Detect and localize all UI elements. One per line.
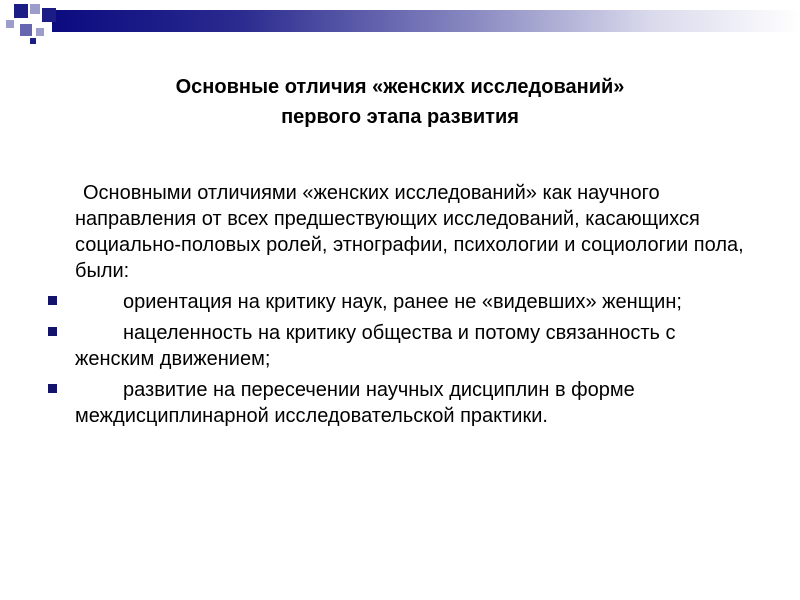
decor-square: [14, 4, 28, 18]
decor-square: [6, 20, 14, 28]
square-bullet-icon: [48, 296, 57, 305]
bullet-list: [75, 289, 745, 429]
decor-square: [36, 28, 44, 36]
header-decoration: [0, 0, 800, 46]
bullet-text: нацеленность на критику общества и потому связанность с женским движением;: [75, 322, 676, 370]
list-item: [75, 289, 745, 315]
intro-paragraph: Основными отличиями «женских исследований» как научного направления от всех предшествующих исследований, касающихся социально-половых ролей, этнографии, психологии и социологии пола, были:: [75, 182, 744, 282]
slide-title-line-1: Основные отличия «женских исследований»: [175, 76, 625, 98]
decor-square: [20, 24, 32, 36]
slide-title: [60, 72, 740, 132]
bullet-text: ориентация на критику наук, ранее не «видевших» женщин;: [123, 291, 682, 313]
square-bullet-icon: [48, 327, 57, 336]
bullet-text: развитие на пересечении научных дисциплин в форме междисциплинарной исследовательской практики.: [75, 379, 635, 427]
gradient-bar: [52, 10, 800, 32]
slide-body: [75, 180, 745, 434]
square-bullet-icon: [48, 384, 57, 393]
decor-square: [30, 38, 36, 44]
decor-square: [30, 4, 40, 14]
slide-title-line-2: первого этапа развития: [281, 106, 519, 128]
list-item: [75, 377, 745, 429]
list-item: [75, 320, 745, 372]
decor-square: [42, 8, 56, 22]
